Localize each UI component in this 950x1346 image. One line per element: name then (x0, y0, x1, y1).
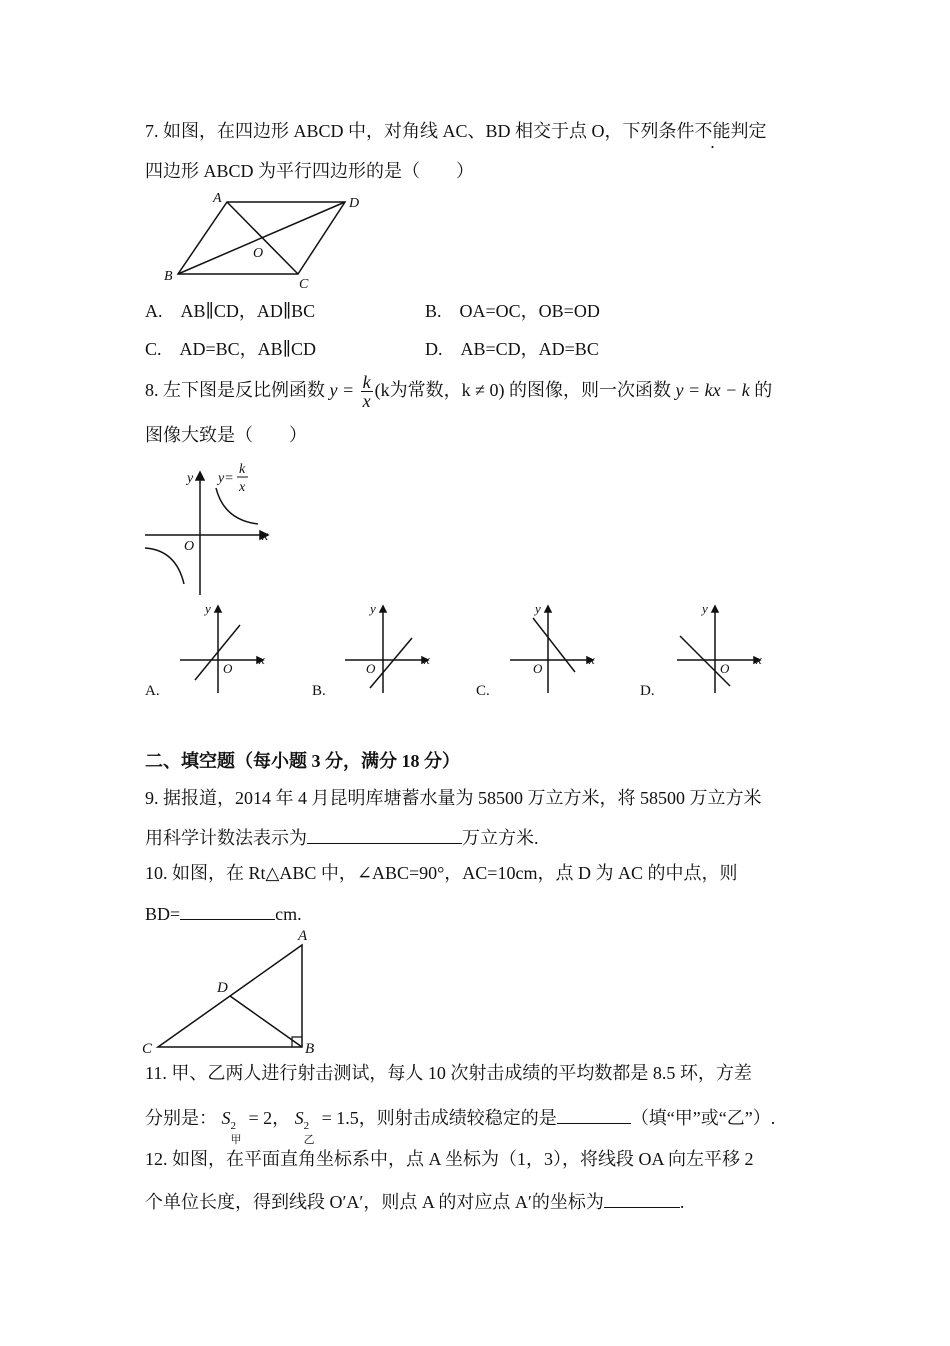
q8-line1: 8. 左下图是反比例函数 y = $\frac{k}{x}$ (k为常数，k ≠ 0) 的图像，则一次函数 y = kx − k 的 (145, 372, 773, 412)
q11-line1: 11. 甲、乙两人进行射击测试，每人 10 次射击成绩的平均数都是 8.5 环，方差 (145, 1063, 752, 1083)
q11-line2: 分别是： S 2 甲 = 2， S 2 乙 = 1.5，则射击成绩较稳定的是 （填“甲”或“乙”）. (145, 1103, 775, 1130)
q8-choice-a-graph[interactable] (175, 600, 275, 695)
q7-line1: 7. 如图，在四边形 ABCD 中，对角线 AC、BD 相交于点 O，下列条件不能判定 (145, 121, 767, 141)
svg-text:O: O (223, 661, 233, 676)
q8-choice-b-label[interactable]: B. (312, 683, 326, 699)
q8-choice-c-label[interactable]: C. (476, 683, 490, 699)
svg-text:y: y (205, 601, 211, 616)
q8-fraction: $\frac{k}{x}$ (362, 372, 371, 412)
svg-text:y: y (187, 471, 194, 486)
svg-text:y=: y= (218, 471, 234, 486)
svg-text:C: C (142, 1041, 153, 1057)
hyperbola-branch-1 (216, 488, 258, 524)
svg-text:O: O (533, 661, 543, 676)
q9-line2: 用科学计数法表示为 万立方米. (145, 823, 539, 850)
q12-answer-blank[interactable] (604, 1187, 680, 1208)
q8-choice-a-label[interactable]: A. (145, 683, 160, 699)
svg-text:O: O (720, 661, 730, 676)
section-title: 二、填空题（每小题 3 分，满分 18 分） (145, 751, 460, 771)
q8-choice-c-graph[interactable] (505, 600, 605, 695)
svg-text:A: A (298, 928, 308, 944)
q7-line2: 四边形 ABCD 为平行四边形的是（ ） (145, 161, 475, 181)
q8-choice-d-label[interactable]: D. (640, 683, 655, 699)
median-bd (230, 996, 302, 1047)
q9-answer-blank[interactable] (307, 823, 462, 844)
svg-text:O: O (366, 661, 376, 676)
svg-text:x: x (259, 652, 265, 667)
q8-inverse-function-graph (140, 460, 290, 600)
svg-text:y: y (702, 601, 708, 616)
q8-choice-d-graph[interactable] (672, 600, 772, 695)
q7-emphasis: 不能 (694, 121, 731, 141)
hyperbola-branch-2 (145, 548, 184, 584)
q7-option-c[interactable]: C. AD=BC，AB∥CD (145, 339, 316, 359)
svg-text:x: x (262, 529, 269, 544)
y-axis-arrow (196, 472, 204, 480)
label-c: C (299, 277, 309, 292)
q7-parallelogram-figure (155, 188, 375, 293)
svg-text:x: x (589, 652, 595, 667)
q10-line2: BD= cm. (145, 899, 302, 926)
q10-answer-blank[interactable] (180, 899, 275, 920)
label-a: A (213, 191, 222, 206)
line-positive-slope (370, 638, 412, 688)
q10-right-triangle-figure (138, 925, 328, 1060)
q9-line1: 9. 据报道，2014 年 4 月昆明库塘蓄水量为 58500 万立方米，将 58500 万立方米 (145, 788, 762, 808)
label-b: B (164, 269, 173, 284)
q12-line1: 12. 如图，在平面直角坐标系中，点 A 坐标为（1，3），将线段 OA 向左平移 2 (145, 1149, 754, 1169)
label-d: D (349, 196, 360, 211)
q7-option-d[interactable]: D. AB=CD，AD=BC (425, 339, 599, 359)
svg-text:x: x (756, 652, 762, 667)
svg-text:x: x (239, 480, 246, 495)
q11-answer-blank[interactable] (557, 1103, 631, 1124)
svg-text:O: O (184, 539, 195, 554)
q7-option-a[interactable]: A. AB∥CD，AD∥BC (145, 301, 316, 321)
svg-text:k: k (239, 462, 246, 477)
q8-line2: 图像大致是（ ） (145, 425, 307, 445)
svg-text:x: x (424, 652, 430, 667)
q10-line1: 10. 如图，在 Rt△ABC 中，∠ABC=90°，AC=10cm，点 D 为 AC 的中点，则 (145, 863, 738, 883)
q8-choice-b-graph[interactable] (340, 600, 440, 695)
q12-line2: 个单位长度，得到线段 O′A′，则点 A 的对应点 A′的坐标为 . (145, 1187, 684, 1214)
svg-text:B: B (305, 1041, 315, 1057)
label-o: O (253, 246, 264, 261)
svg-text:D: D (217, 980, 228, 996)
q7-option-b[interactable]: B. OA=OC，OB=OD (425, 301, 600, 321)
svg-text:y: y (535, 601, 541, 616)
svg-text:y: y (370, 601, 376, 616)
